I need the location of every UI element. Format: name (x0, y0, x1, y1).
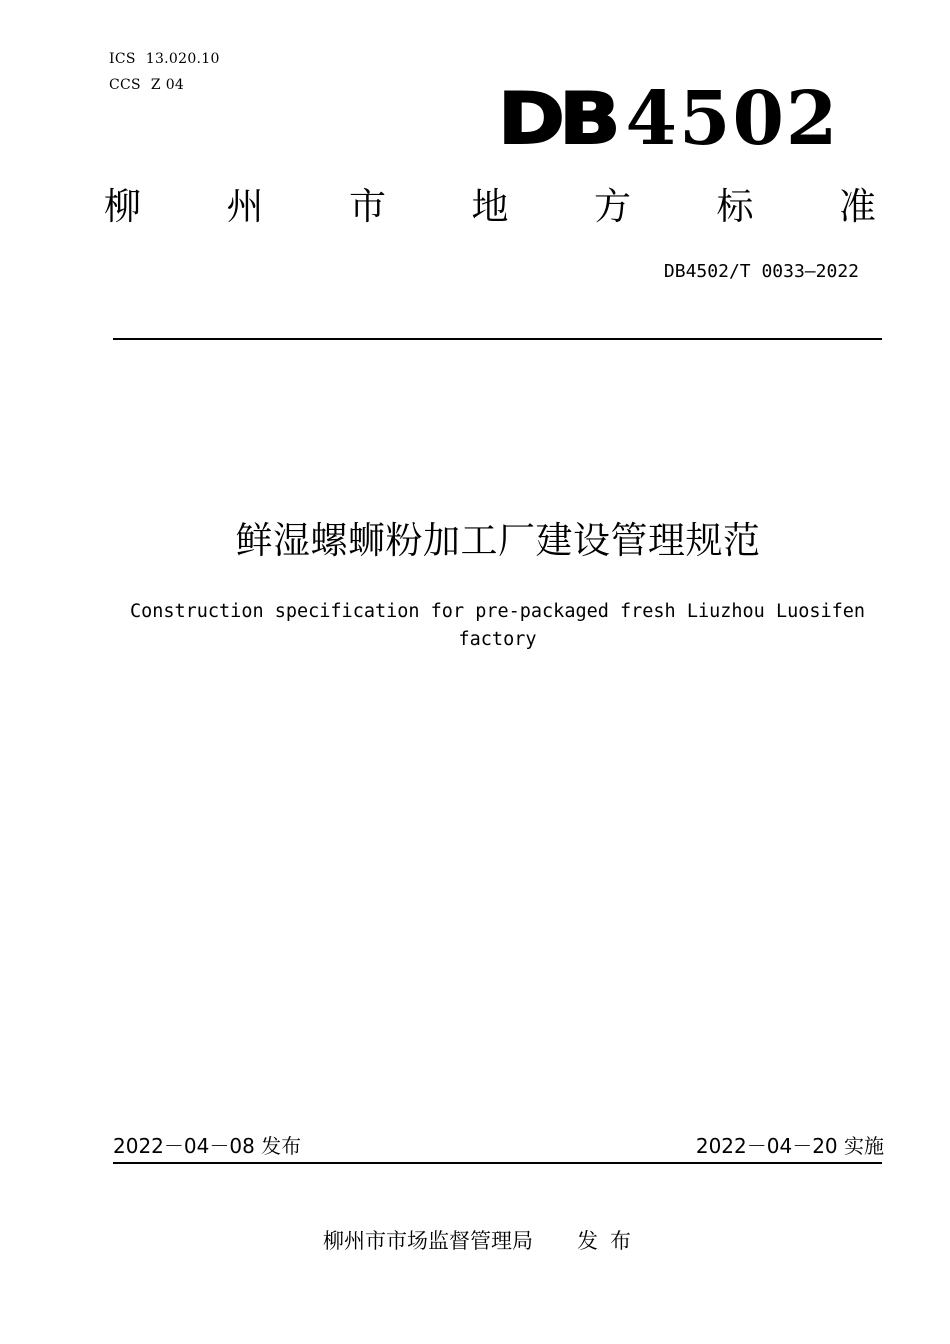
ccs-value: Z 04 (150, 77, 185, 93)
english-title-line: factory (458, 629, 537, 650)
ccs-label: CCS (109, 77, 141, 93)
implementation-date: 2022－04－20 实施 (695, 1134, 884, 1158)
standard-type-char: 市 (349, 185, 386, 228)
publisher (323, 1225, 643, 1257)
standard-type-char: 准 (839, 185, 876, 228)
english-title-line: Construction specification for pre-packaged fresh Liuzhou Luosifen (129, 601, 866, 622)
document-title: 鲜湿螺蛳粉加工厂建设管理规范 (235, 519, 761, 562)
top-divider (113, 338, 882, 340)
bottom-divider (113, 1162, 882, 1164)
ics-label: ICS (109, 51, 136, 67)
standard-type-heading (104, 182, 876, 232)
standard-type-char: 州 (226, 185, 264, 228)
standard-type-char: 标 (716, 185, 754, 228)
standard-type-char: 地 (471, 185, 509, 228)
logo-prefix: DB (498, 78, 615, 160)
ics-value: 13.020.10 (145, 51, 220, 67)
english-title (110, 598, 885, 654)
standard-type-char: 方 (594, 185, 631, 228)
db-logo (498, 76, 840, 162)
issue-date: 2022－04－08 发布 (113, 1134, 302, 1158)
standard-type-char: 柳 (104, 185, 141, 228)
publisher-suffix: 发布 (577, 1229, 643, 1253)
standard-code: DB4502/T 0033—2022 (663, 261, 859, 282)
classification-codes (109, 46, 220, 98)
ics-code (109, 46, 220, 72)
logo-number: 4502 (625, 76, 840, 162)
ccs-code (109, 72, 220, 98)
publisher-name: 柳州市市场监督管理局 (323, 1229, 533, 1253)
